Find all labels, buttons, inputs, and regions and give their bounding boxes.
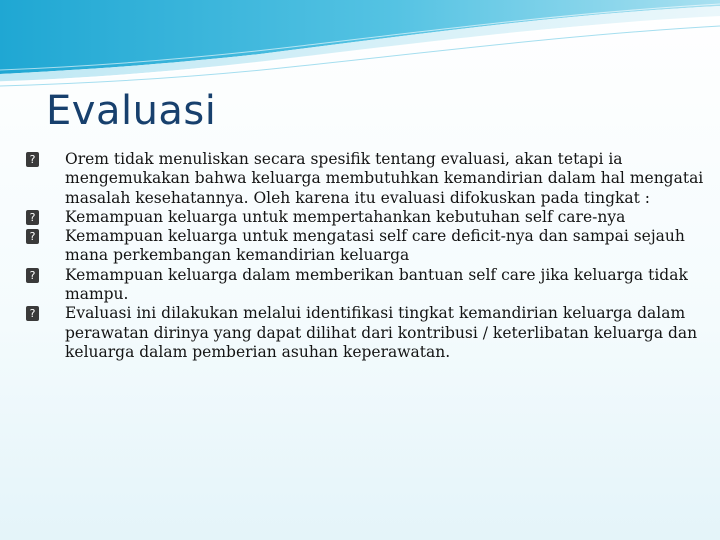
bullet-item	[26, 208, 706, 227]
missing-glyph-bullet-icon: ?	[26, 210, 39, 225]
bullet-text: Kemampuan keluarga untuk mengatasi self care deficit-nya dan sampai sejauh mana perkembangan kemandirian keluarga	[65, 227, 685, 265]
bullet-text: Evaluasi ini dilakukan melalui identifikasi tingkat kemandirian keluarga dalam perawatan dirinya yang dapat dilihat dari kontribusi / keterlibatan keluarga dan keluarga dalam pemberian asuhan keperawatan.	[65, 304, 698, 361]
bullet-text: Kemampuan keluarga untuk mempertahankan kebutuhan self care-nya	[65, 207, 626, 226]
bullet-item	[26, 266, 706, 305]
bullet-item	[26, 304, 706, 362]
bullet-text: Kemampuan keluarga dalam memberikan bantuan self care jika keluarga tidak mampu.	[65, 265, 688, 304]
bullet-text: Orem tidak menuliskan secara spesifik tentang evaluasi, akan tetapi ia mengemukakan bahwa keluarga membutuhkan kemandirian dalam hal mengatai masalah kesehatannya. Oleh karena itu evaluasi difokuskan pada tingkat :	[65, 150, 704, 207]
bullet-item	[26, 227, 706, 266]
missing-glyph-bullet-icon: ?	[26, 306, 39, 321]
missing-glyph-bullet-icon: ?	[26, 268, 39, 283]
missing-glyph-bullet-icon: ?	[26, 152, 39, 167]
slide-title: Evaluasi	[46, 88, 217, 134]
missing-glyph-bullet-icon: ?	[26, 229, 39, 244]
bullet-item	[26, 150, 706, 208]
bullet-list	[26, 150, 706, 362]
header-wave-decoration	[0, 0, 720, 90]
